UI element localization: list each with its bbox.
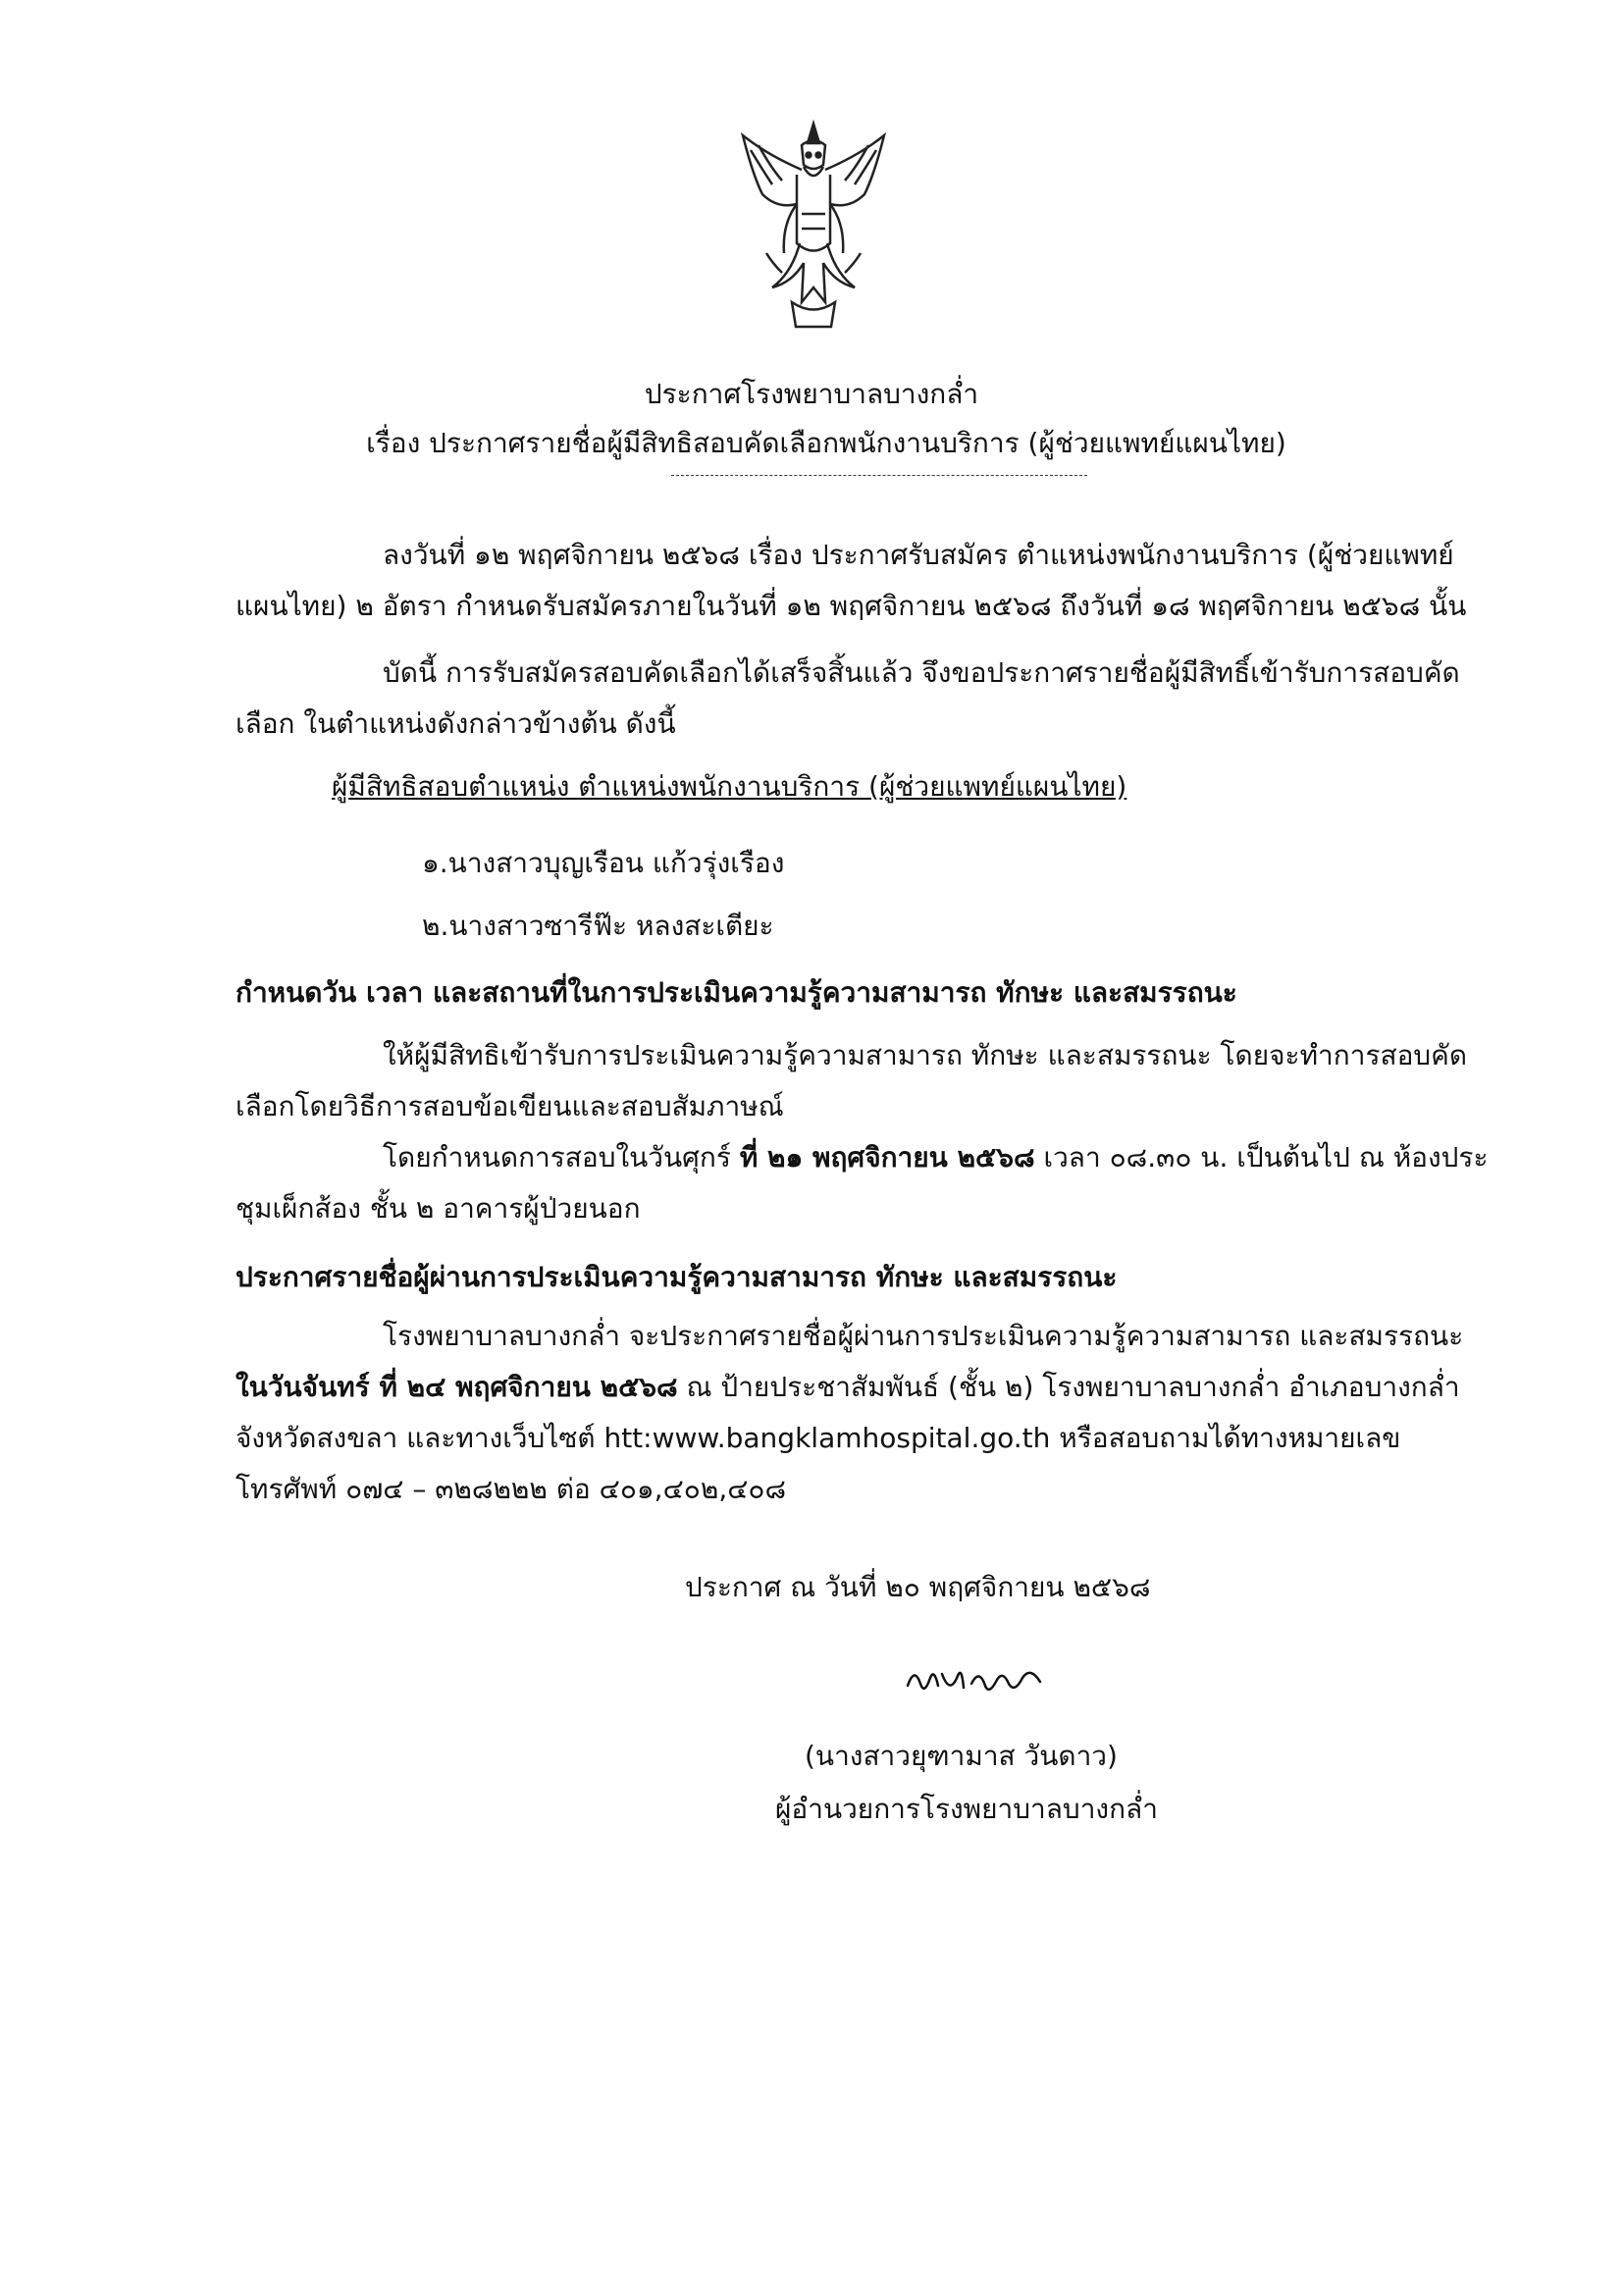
results-text-b: ณ ป้ายประชาสัมพันธ์ (ชั้น ๒) โรงพยาบาลบางกล่ำ อำเภอบางกล่ำ จังหวัดสงขลา และทางเว็บไซต์ htt:www.bangklamhospital.go.th หรือสอบถามได้ทางหมายเลขโทรศัพท์ ๐๗๔ – ๓๒๘๒๒๒ ต่อ ๔๐๑,๔๐๒,๔๐๘ — [236, 1371, 1460, 1505]
results-text-a: โรงพยาบาลบางกล่ำ จะประกาศรายชื่อผู้ผ่านการประเมินความรู้ความสามารถ และสมรรถนะ — [383, 1320, 1464, 1352]
schedule-section-title: กำหนดวัน เวลา และสถานที่ในการประเมินความรู้ความสามารถ ทักษะ และสมรรถนะ — [236, 976, 1237, 1009]
intro-paragraph-2: บัดนี้ การรับสมัครสอบคัดเลือกได้เสร็จสิ้นแล้ว จึงขอประกาศรายชื่อผู้มีสิทธิ์เข้ารับการสอบคัดเลือก ในตำแหน่งดังกล่าวข้างต้น ดังนี้ — [236, 656, 1460, 740]
candidate-item: ๒.นางสาวซารีฟ๊ะ หลงสะเตียะ — [422, 910, 774, 942]
signer-position: ผู้อำนวยการโรงพยาบาลบางกล่ำ — [775, 1793, 1158, 1825]
schedule-paragraph-2 — [236, 1132, 1496, 1234]
exam-date: ที่ ๒๑ พฤศจิกายน ๒๕๖๘ — [739, 1141, 1035, 1174]
signer-name: (นางสาวยุฑามาส วันดาว) — [805, 1740, 1118, 1772]
results-paragraph — [236, 1311, 1496, 1515]
candidates-heading: ผู้มีสิทธิสอบตำแหน่ง ตำแหน่งพนักงานบริการ (ผู้ช่วยแพทย์แผนไทย) — [332, 770, 1127, 803]
divider — [671, 475, 1087, 476]
candidate-item: ๑.นางสาวบุญเรือน แก้วรุ่งเรือง — [422, 847, 785, 879]
signature — [903, 1656, 1050, 1705]
announcement-title: ประกาศโรงพยาบาลบางกล่ำ — [644, 378, 979, 410]
garuda-emblem-icon — [733, 116, 895, 337]
results-date: ในวันจันทร์ ที่ ๒๔ พฤศจิกายน ๒๕๖๘ — [236, 1371, 678, 1403]
announcement-date: ประกาศ ณ วันที่ ๒๐ พฤศจิกายน ๒๕๖๘ — [685, 1571, 1151, 1603]
announcement-subject: เรื่อง ประกาศรายชื่อผู้มีสิทธิสอบคัดเลือกพนักงานบริการ (ผู้ช่วยแพทย์แผนไทย) — [366, 427, 1286, 459]
schedule-text-b: เวลา ๐๘.๓๐ น. เป็นต้นไป ณ ห้องประชุมเผ็กส้อง ชั้น ๒ อาคารผู้ป่วยนอก — [236, 1141, 1489, 1225]
intro-paragraph-1: ลงวันที่ ๑๒ พฤศจิกายน ๒๕๖๘ เรื่อง ประกาศรับสมัคร ตำแหน่งพนักงานบริการ (ผู้ช่วยแพทย์แผนไทย) ๒ อัตรา กำหนดรับสมัครภายในวันที่ ๑๒ พฤศจิกายน ๒๕๖๘ ถึงวันที่ ๑๘ พฤศจิกายน ๒๕๖๘ นั้น — [236, 539, 1467, 622]
results-section-title: ประกาศรายชื่อผู้ผ่านการประเมินความรู้ความสามารถ ทักษะ และสมรรถนะ — [236, 1261, 1118, 1293]
schedule-text-a: โดยกำหนดการสอบในวันศุกร์ — [383, 1141, 740, 1174]
schedule-paragraph-1: ให้ผู้มีสิทธิเข้ารับการประเมินความรู้ความสามารถ ทักษะ และสมรรถนะ โดยจะทำการสอบคัดเลือกโดยวิธีการสอบข้อเขียนและสอบสัมภาษณ์ — [236, 1039, 1468, 1122]
